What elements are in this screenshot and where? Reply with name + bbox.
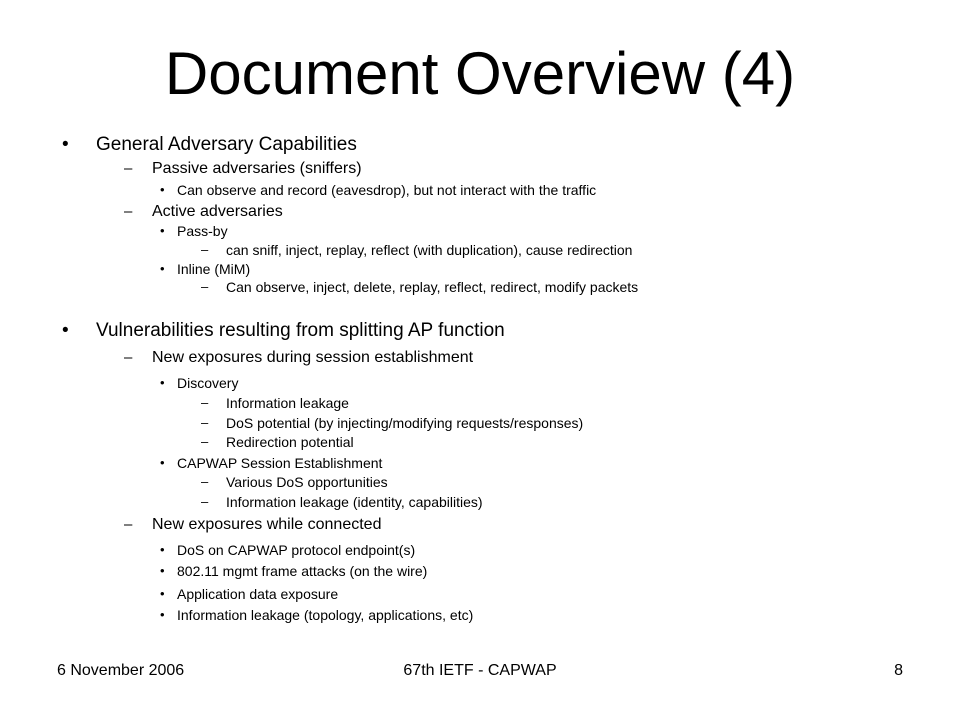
footer-page-number: 8 — [894, 662, 903, 679]
bullet-marker: • — [62, 320, 69, 341]
dash-marker: – — [201, 494, 209, 509]
item-application-data: Application data exposure — [177, 586, 339, 602]
dash-marker: – — [201, 474, 209, 489]
bullet-marker: • — [62, 134, 69, 155]
bullet-marker: • — [160, 563, 165, 578]
dash-marker: – — [124, 349, 133, 366]
detail-identity-leakage: Information leakage (identity, capabilities) — [226, 494, 483, 510]
subitem-active-adversaries: Active adversaries — [152, 203, 283, 220]
dash-marker: – — [124, 160, 133, 177]
detail-dos-opportunities: Various DoS opportunities — [226, 474, 388, 490]
dash-marker: – — [201, 434, 209, 449]
bullet-marker: • — [160, 607, 165, 622]
item-dos-endpoint: DoS on CAPWAP protocol endpoint(s) — [177, 542, 416, 558]
bullet-marker: • — [160, 223, 165, 238]
subitem-while-connected: New exposures while connected — [152, 516, 382, 533]
item-capwap-session: CAPWAP Session Establishment — [177, 455, 383, 471]
bullet-marker: • — [160, 455, 165, 470]
item-topology-leakage: Information leakage (topology, applications, etc) — [177, 607, 474, 623]
dash-marker: – — [124, 203, 133, 220]
footer-date: 6 November 2006 — [57, 662, 185, 679]
bullet-marker: • — [160, 542, 165, 557]
bullet-vulnerabilities: Vulnerabilities resulting from splitting AP function — [96, 320, 505, 341]
dash-marker: – — [124, 516, 133, 533]
bullet-marker: • — [160, 261, 165, 276]
detail-inline-mim: Can observe, inject, delete, replay, reflect, redirect, modify packets — [226, 279, 639, 295]
bullet-marker: • — [160, 182, 165, 197]
item-observe-record: Can observe and record (eavesdrop), but not interact with the traffic — [177, 182, 597, 198]
item-mgmt-frame-attacks: 802.11 mgmt frame attacks (on the wire) — [177, 563, 428, 579]
slide-title: Document Overview (4) — [164, 40, 796, 107]
item-discovery: Discovery — [177, 375, 239, 391]
bullet-marker: • — [160, 586, 165, 601]
dash-marker: – — [201, 242, 209, 257]
subitem-passive-adversaries: Passive adversaries (sniffers) — [152, 160, 362, 177]
detail-information-leakage: Information leakage — [226, 395, 349, 411]
item-pass-by: Pass-by — [177, 223, 228, 239]
subitem-session-establishment: New exposures during session establishment — [152, 349, 474, 366]
footer-event: 67th IETF - CAPWAP — [403, 662, 557, 679]
item-inline-mim: Inline (MiM) — [177, 261, 251, 277]
bullet-marker: • — [160, 375, 165, 390]
bullet-general-adversary: General Adversary Capabilities — [96, 134, 357, 155]
detail-dos-potential: DoS potential (by injecting/modifying requests/responses) — [226, 415, 584, 431]
detail-pass-by: can sniff, inject, replay, reflect (with duplication), cause redirection — [226, 242, 633, 258]
dash-marker: – — [201, 279, 209, 294]
dash-marker: – — [201, 415, 209, 430]
detail-redirection-potential: Redirection potential — [226, 434, 354, 450]
dash-marker: – — [201, 395, 209, 410]
